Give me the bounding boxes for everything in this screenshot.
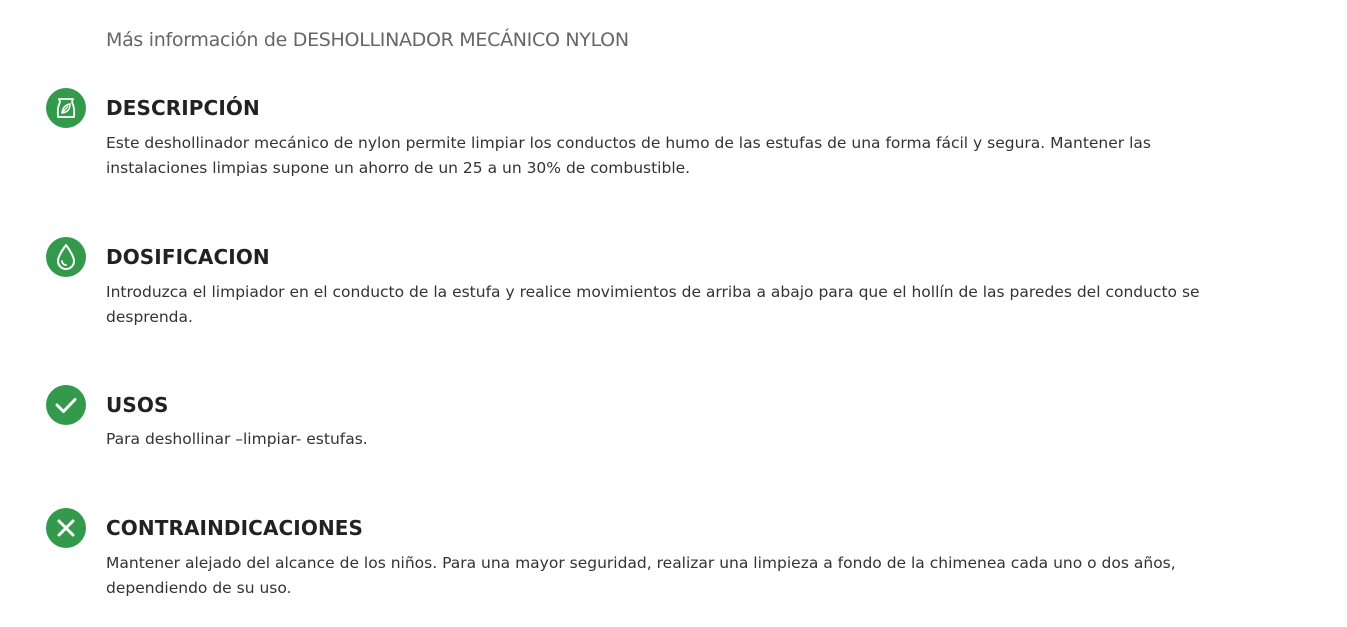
section-text: Mantener alejado del alcance de los niños. Para una mayor seguridad, realizar una limpieza a fondo de la chimenea cada uno o dos años, dependiendo de su uso. (106, 554, 1176, 597)
section-title: CONTRAINDICACIONES (106, 516, 364, 540)
close-icon (46, 508, 86, 548)
page-title: Más información de DESHOLLINADOR MECÁNICO NYLON (106, 29, 629, 51)
section-title: DESCRIPCIÓN (106, 96, 260, 120)
section-title: USOS (106, 393, 169, 417)
section-text: Para deshollinar –limpiar- estufas. (106, 430, 368, 448)
section-text: Introduzca el limpiador en el conducto de la estufa y realice movimientos de arriba a abajo para que el hollín de las paredes del conducto se desprenda. (106, 283, 1200, 326)
checkmark-icon (46, 385, 86, 425)
section-text: Este deshollinador mecánico de nylon permite limpiar los conductos de humo de las estufas de una forma fácil y segura. Mantener las instalaciones limpias supone un ahorro de un 25 a un 30% de combustible. (106, 134, 1151, 177)
water-drop-icon (46, 237, 86, 277)
leaf-bag-icon (46, 88, 86, 128)
section-title: DOSIFICACION (106, 245, 270, 269)
